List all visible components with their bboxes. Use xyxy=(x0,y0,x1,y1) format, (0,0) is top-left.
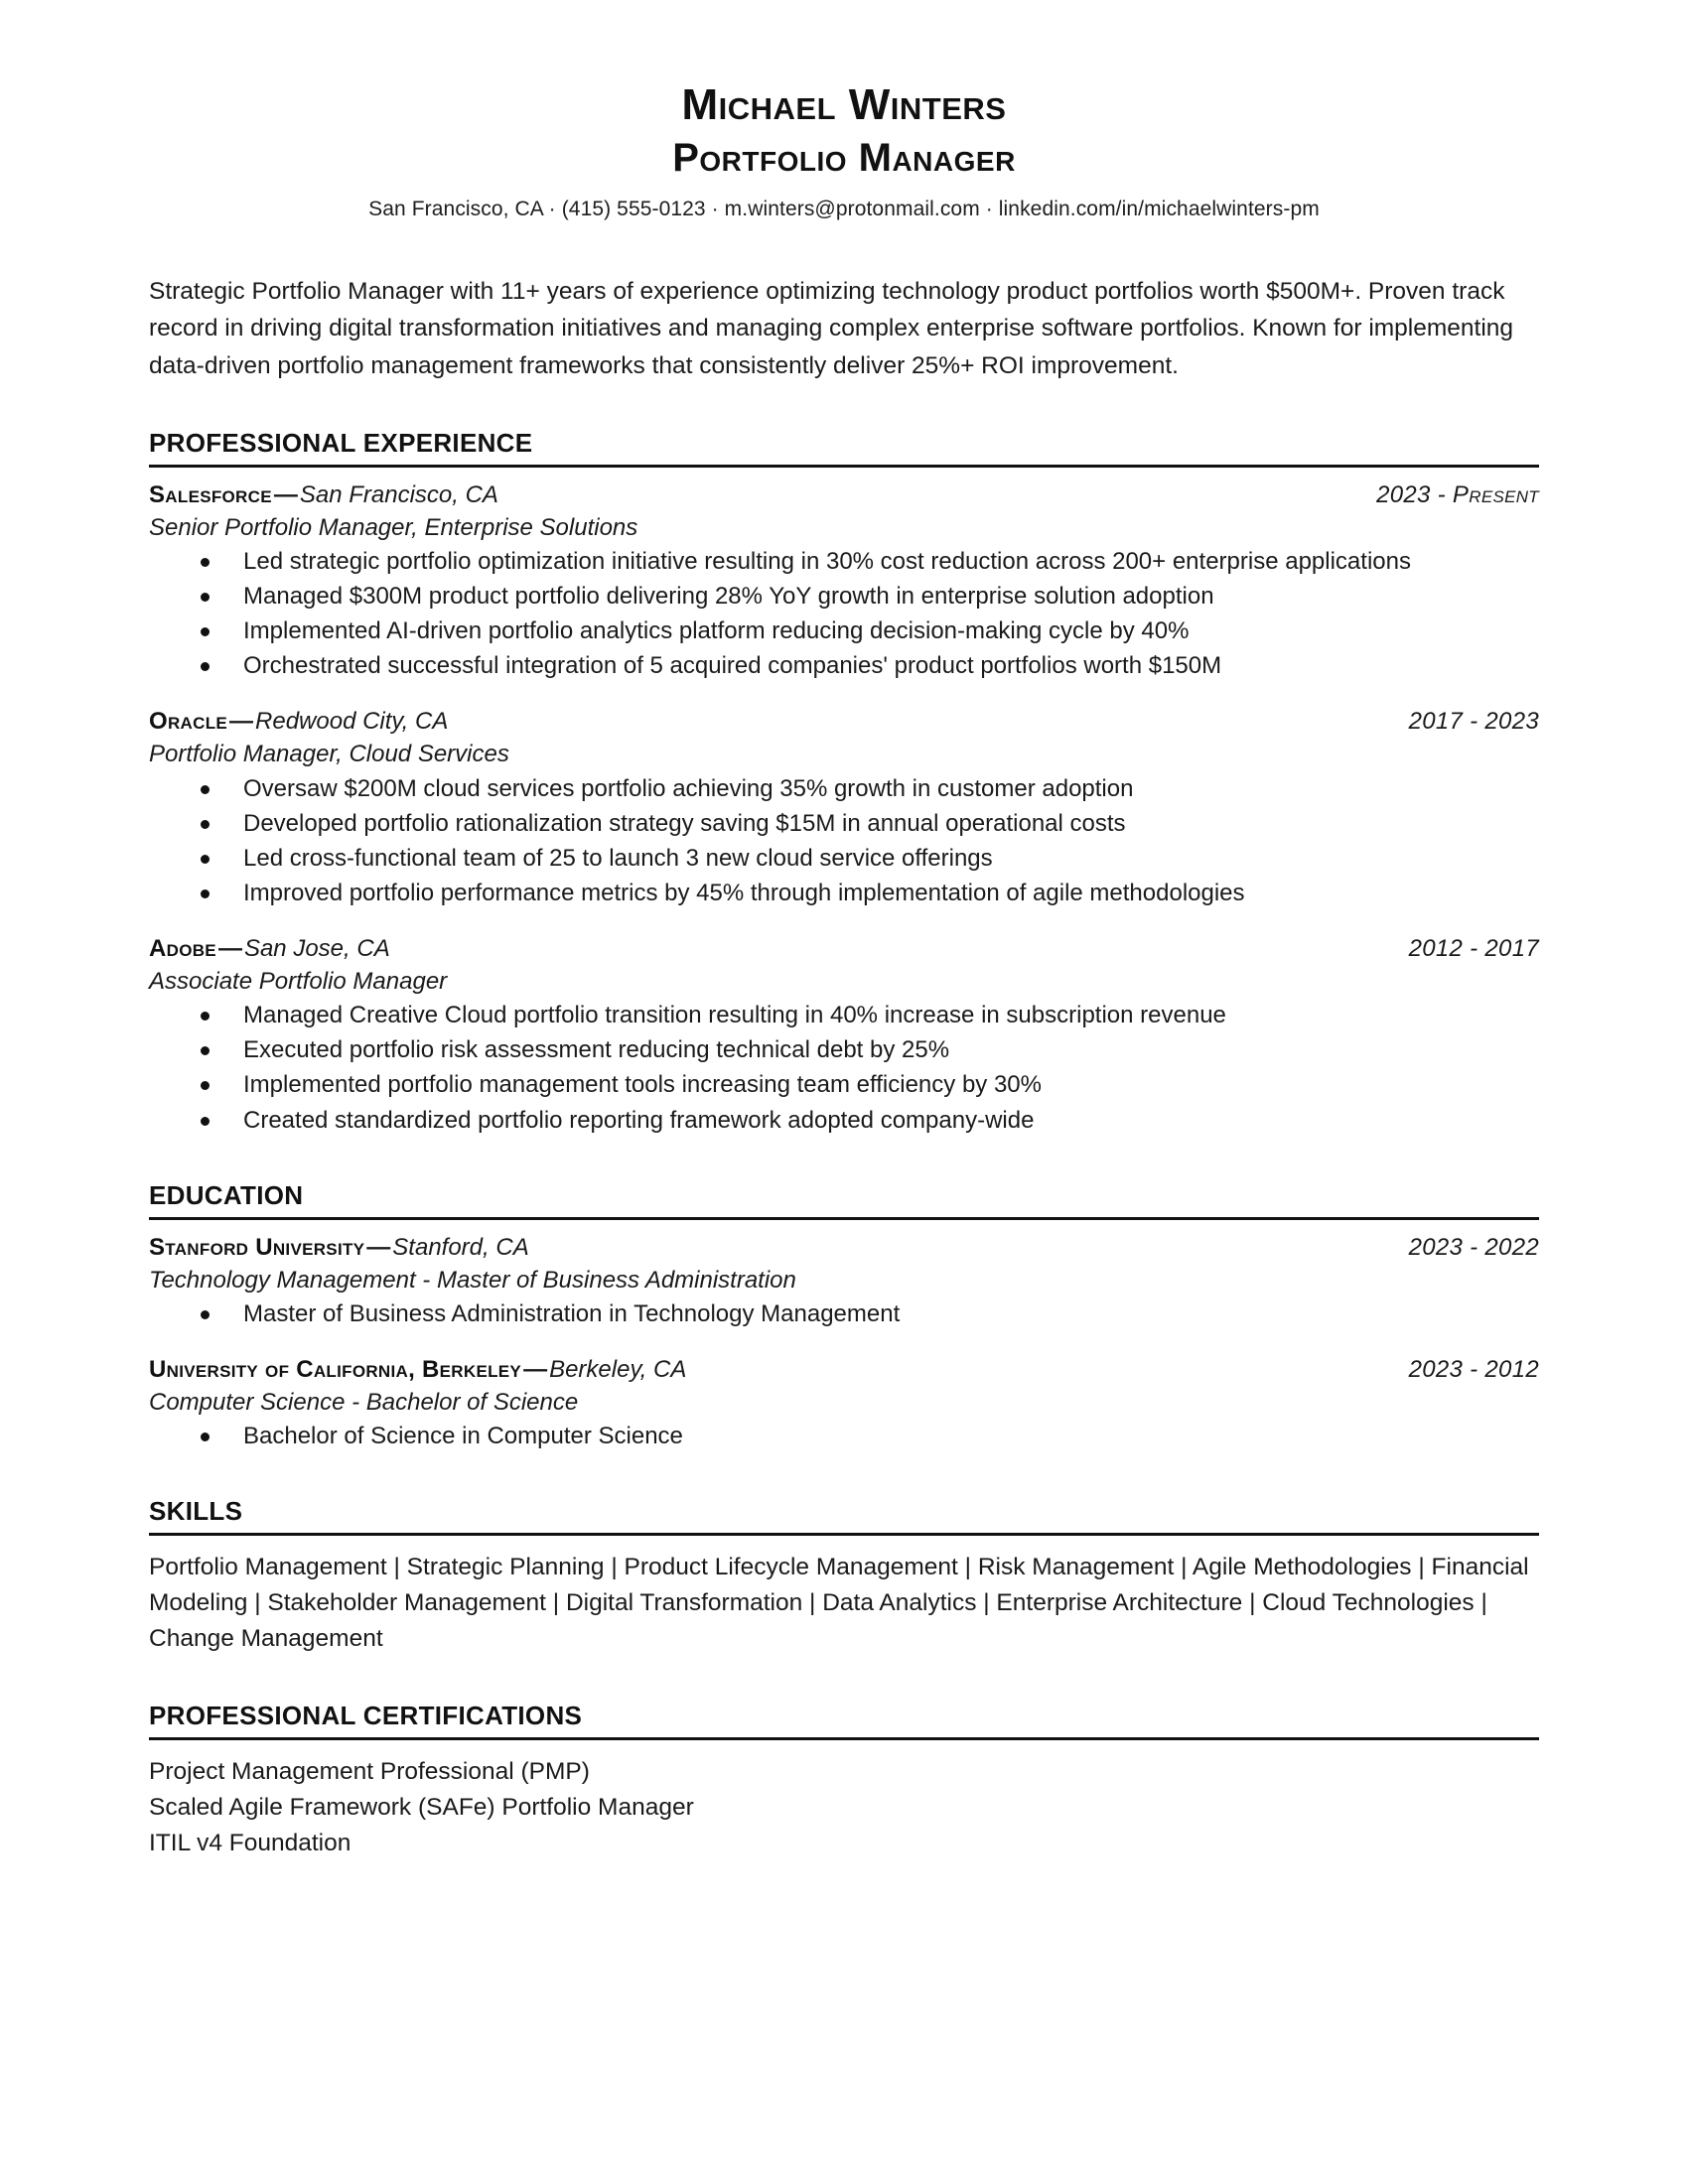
section-divider xyxy=(149,1737,1539,1740)
education-entry xyxy=(149,1234,1539,1330)
entry-degree: Computer Science - Bachelor of Science xyxy=(149,1388,579,1416)
entry-separator-dash: — xyxy=(523,1355,548,1383)
entry-location: San Francisco, CA xyxy=(299,480,498,508)
entry-bullet-list xyxy=(149,545,1539,682)
entry-bullet-list xyxy=(149,1297,1539,1330)
entry-org-location xyxy=(149,1356,686,1384)
section-heading-experience: PROFESSIONAL EXPERIENCE xyxy=(149,427,533,458)
bullet-item: Implemented portfolio management tools increasing team efficiency by 30% xyxy=(149,1068,1539,1101)
section-professional-experience xyxy=(149,428,1539,1137)
entry-dates: 2023 - 2012 xyxy=(1408,1355,1539,1383)
entry-org-location xyxy=(149,935,390,963)
entry-header-row xyxy=(149,1234,1539,1262)
entry-role-title: Senior Portfolio Manager, Enterprise Solutions xyxy=(149,513,638,541)
entry-header-row xyxy=(149,481,1539,509)
certification-item: Scaled Agile Framework (SAFe) Portfolio Manager xyxy=(149,1794,694,1822)
entry-role-title: Associate Portfolio Manager xyxy=(149,968,448,996)
section-divider xyxy=(149,1533,1539,1536)
bullet-item: Bachelor of Science in Computer Science xyxy=(149,1420,1539,1452)
entry-location: Berkeley, CA xyxy=(549,1355,687,1383)
bullet-item: Master of Business Administration in Technology Management xyxy=(149,1297,1539,1330)
entry-separator-dash: — xyxy=(366,1233,391,1261)
bullet-item: Created standardized portfolio reporting framework adopted company-wide xyxy=(149,1104,1539,1137)
bullet-item: Managed $300M product portfolio delivering 28% YoY growth in enterprise solution adoption xyxy=(149,580,1539,613)
entry-bullet-list xyxy=(149,1420,1539,1452)
bullet-item: Orchestrated successful integration of 5 acquired companies' product portfolios worth $150M xyxy=(149,649,1539,682)
entry-separator-dash: — xyxy=(229,708,254,736)
entry-bullet-list xyxy=(149,772,1539,909)
resume-header xyxy=(149,79,1539,221)
entry-separator-dash: — xyxy=(217,935,242,963)
entry-bullet-list xyxy=(149,999,1539,1136)
professional-summary: Strategic Portfolio Manager with 11+ years of experience optimizing technology product portfolios worth $500M+. Proven track record in driving digital transformation initiatives and managing complex enterprise software portfolios. Known for implementing data-driven portfolio management frameworks that consistently deliver 25%+ ROI improvement. xyxy=(149,278,1514,379)
entry-organization: Stanford University xyxy=(149,1233,365,1261)
bullet-item: Executed portfolio risk assessment reducing technical debt by 25% xyxy=(149,1033,1539,1066)
certification-item: Project Management Professional (PMP) xyxy=(149,1758,590,1786)
candidate-name: Michael Winters xyxy=(681,80,1007,129)
section-heading-education: EDUCATION xyxy=(149,1179,304,1210)
bullet-item: Oversaw $200M cloud services portfolio achieving 35% growth in customer adoption xyxy=(149,772,1539,805)
experience-entry xyxy=(149,481,1539,683)
section-heading-skills: SKILLS xyxy=(149,1496,243,1527)
entry-org-location xyxy=(149,1234,529,1262)
bullet-item: Developed portfolio rationalization strategy saving $15M in annual operational costs xyxy=(149,807,1539,840)
section-education xyxy=(149,1180,1539,1453)
entry-org-location xyxy=(149,481,498,509)
section-skills xyxy=(149,1496,1539,1657)
entry-header-row xyxy=(149,1356,1539,1384)
entry-location: San Jose, CA xyxy=(243,935,390,963)
bullet-item: Improved portfolio performance metrics by 45% through implementation of agile methodologies xyxy=(149,877,1539,909)
entry-organization: Adobe xyxy=(149,935,216,963)
entry-role-title: Portfolio Manager, Cloud Services xyxy=(149,741,509,768)
entry-location: Stanford, CA xyxy=(392,1233,529,1261)
entry-dates: 2017 - 2023 xyxy=(1408,708,1539,736)
entry-header-row xyxy=(149,708,1539,736)
entry-organization: Salesforce xyxy=(149,480,272,508)
entry-organization: Oracle xyxy=(149,708,228,736)
entry-header-row xyxy=(149,935,1539,963)
education-entry xyxy=(149,1356,1539,1452)
experience-entry xyxy=(149,935,1539,1137)
entry-degree: Technology Management - Master of Business Administration xyxy=(149,1266,796,1294)
certification-item: ITIL v4 Foundation xyxy=(149,1830,352,1857)
entry-dates: 2023 - 2022 xyxy=(1408,1233,1539,1261)
section-heading-certifications: PROFESSIONAL CERTIFICATIONS xyxy=(149,1701,583,1731)
contact-line: San Francisco, CA · (415) 555-0123 · m.winters@protonmail.com · linkedin.com/in/michaelwinters-pm xyxy=(368,198,1320,221)
entry-organization: University of California, Berkeley xyxy=(149,1355,522,1383)
entry-dates: 2012 - 2017 xyxy=(1408,935,1539,963)
section-certifications xyxy=(149,1701,1539,1861)
entry-dates: 2023 - Present xyxy=(1376,480,1539,508)
bullet-item: Led cross-functional team of 25 to launch 3 new cloud service offerings xyxy=(149,842,1539,875)
section-divider xyxy=(149,465,1539,468)
bullet-item: Managed Creative Cloud portfolio transition resulting in 40% increase in subscription revenue xyxy=(149,999,1539,1031)
entry-location: Redwood City, CA xyxy=(255,708,449,736)
entry-separator-dash: — xyxy=(273,480,298,508)
skills-list: Portfolio Management | Strategic Planning | Product Lifecycle Management | Risk Management | Agile Methodologies | Financial Modeling | Stakeholder Management | Digital Transformation | Data Analytics | Enterprise Architecture | Cloud Technologies | Change Management xyxy=(149,1554,1529,1653)
entry-org-location xyxy=(149,708,448,736)
bullet-item: Implemented AI-driven portfolio analytics platform reducing decision-making cycle by 40% xyxy=(149,614,1539,647)
section-divider xyxy=(149,1217,1539,1220)
experience-entry xyxy=(149,708,1539,909)
bullet-item: Led strategic portfolio optimization initiative resulting in 30% cost reduction across 200+ enterprise applications xyxy=(149,545,1539,578)
candidate-job-title: Portfolio Manager xyxy=(672,135,1016,180)
